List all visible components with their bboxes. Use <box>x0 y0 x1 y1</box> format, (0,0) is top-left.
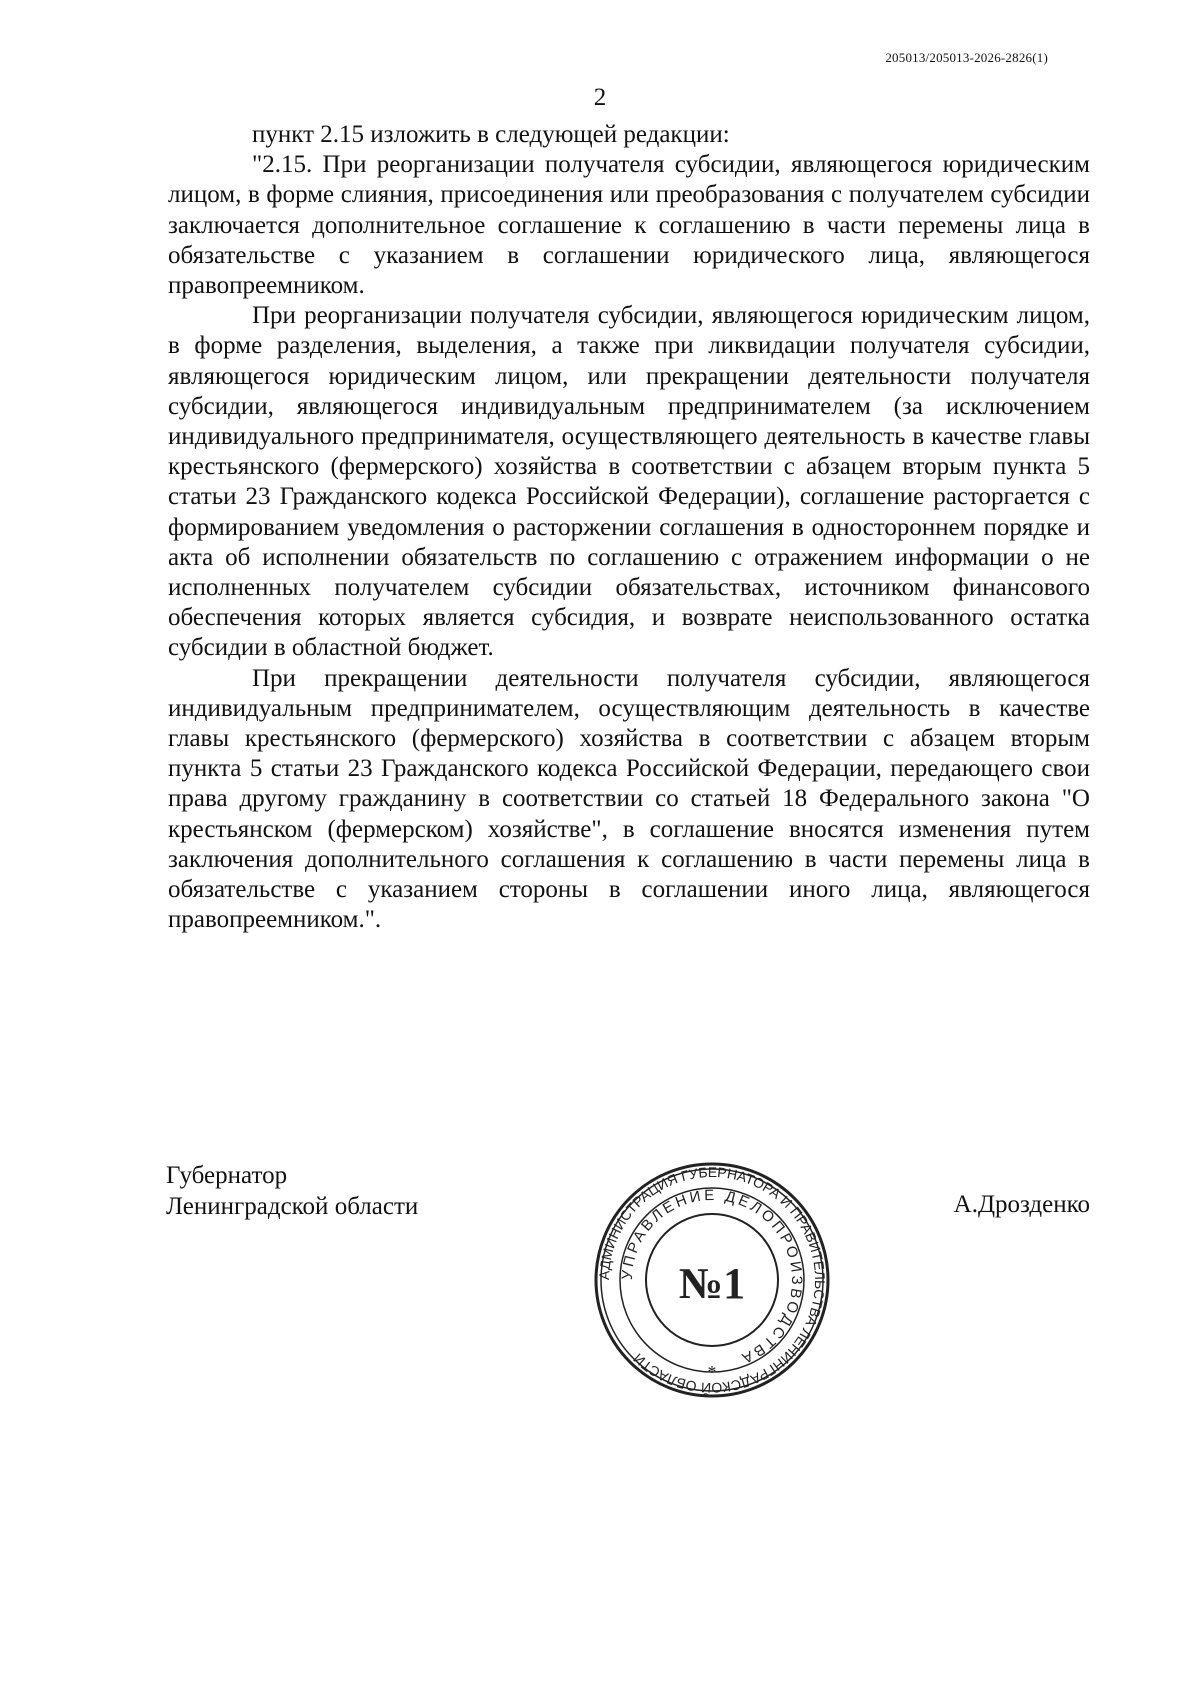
official-seal <box>592 1160 832 1400</box>
seal-outer-text: АДМИНИСТРАЦИЯ ГУБЕРНАТОРА И ПРАВИТЕЛЬСТВА ЛЕНИНГРАДСКОЙ ОБЛАСТИ <box>595 1163 829 1397</box>
page-number: 2 <box>593 84 607 111</box>
seal-star: * <box>707 1362 717 1382</box>
document-id: 205013/205013-2026-2826(1) <box>885 50 1048 65</box>
paragraph-reorganization: При реорганизации получателя субсидии, являющегося юридическим лицом, в форме разделения, выделения, а также при ликвидации получателя субсидии, являющегося юридическим лицом, или прекращении деятельности получателя субсидии, являющегося индивидуальным предпринимателем (за исключением индивидуального предпринимателя, осуществляющего деятельность в качестве главы крестьянского (фермерского) хозяйства в соответствии с абзацем вторым пункта 5 статьи 23 Гражданского кодекса Российской Федерации), соглашение расторгается с формированием уведомления о расторжении соглашения в одностороннем порядке и акта об исполнении обязательств по соглашению с отражением информации о не исполненных получателем субсидии обязательствах, источником финансового обеспечения которых является субсидия, и возврате неиспользованного остатка субсидии в областной бюджет. <box>168 302 1090 662</box>
paragraph-termination: При прекращении деятельности получателя субсидии, являющегося индивидуальным предпринимателем, осуществляющим деятельность в качестве главы крестьянского (фермерского) хозяйства в соответствии с абзацем вторым пункта 5 статьи 23 Гражданского кодекса Российской Федерации, передающего свои права другому гражданину в соответствии со статьей 18 Федерального закона "О крестьянском (фермерском) хозяйстве", в соглашение вносятся изменения путем заключения дополнительного соглашения к соглашению в части перемены лица в обязательстве с указанием стороны в соглашении иного лица, являющегося правопреемником.". <box>168 664 1090 934</box>
paragraph-intro: пункт 2.15 изложить в следующей редакции: <box>252 121 730 148</box>
document-body <box>168 120 1090 935</box>
seal-inner-text: УПРАВЛЕНИЕ ДЕЛОПРОИЗВОДСТВА <box>618 1186 806 1368</box>
signer-title-line1: Губернатор <box>166 1162 288 1189</box>
seal-number: №1 <box>678 1259 746 1308</box>
signer-title-line2: Ленинградской области <box>166 1193 419 1220</box>
paragraph-2-15: "2.15. При реорганизации получателя субсидии, являющегося юридическим лицом, в форме слияния, присоединения или преобразования с получателем субсидии заключается дополнительное соглашение к соглашению в части перемены лица в обязательстве с указанием в соглашении юридического лица, являющегося правопреемником. <box>168 151 1090 300</box>
seal-graphic <box>592 1160 832 1400</box>
signer-name: А.Дрозденко <box>953 1191 1090 1218</box>
signature-block <box>166 1160 418 1222</box>
